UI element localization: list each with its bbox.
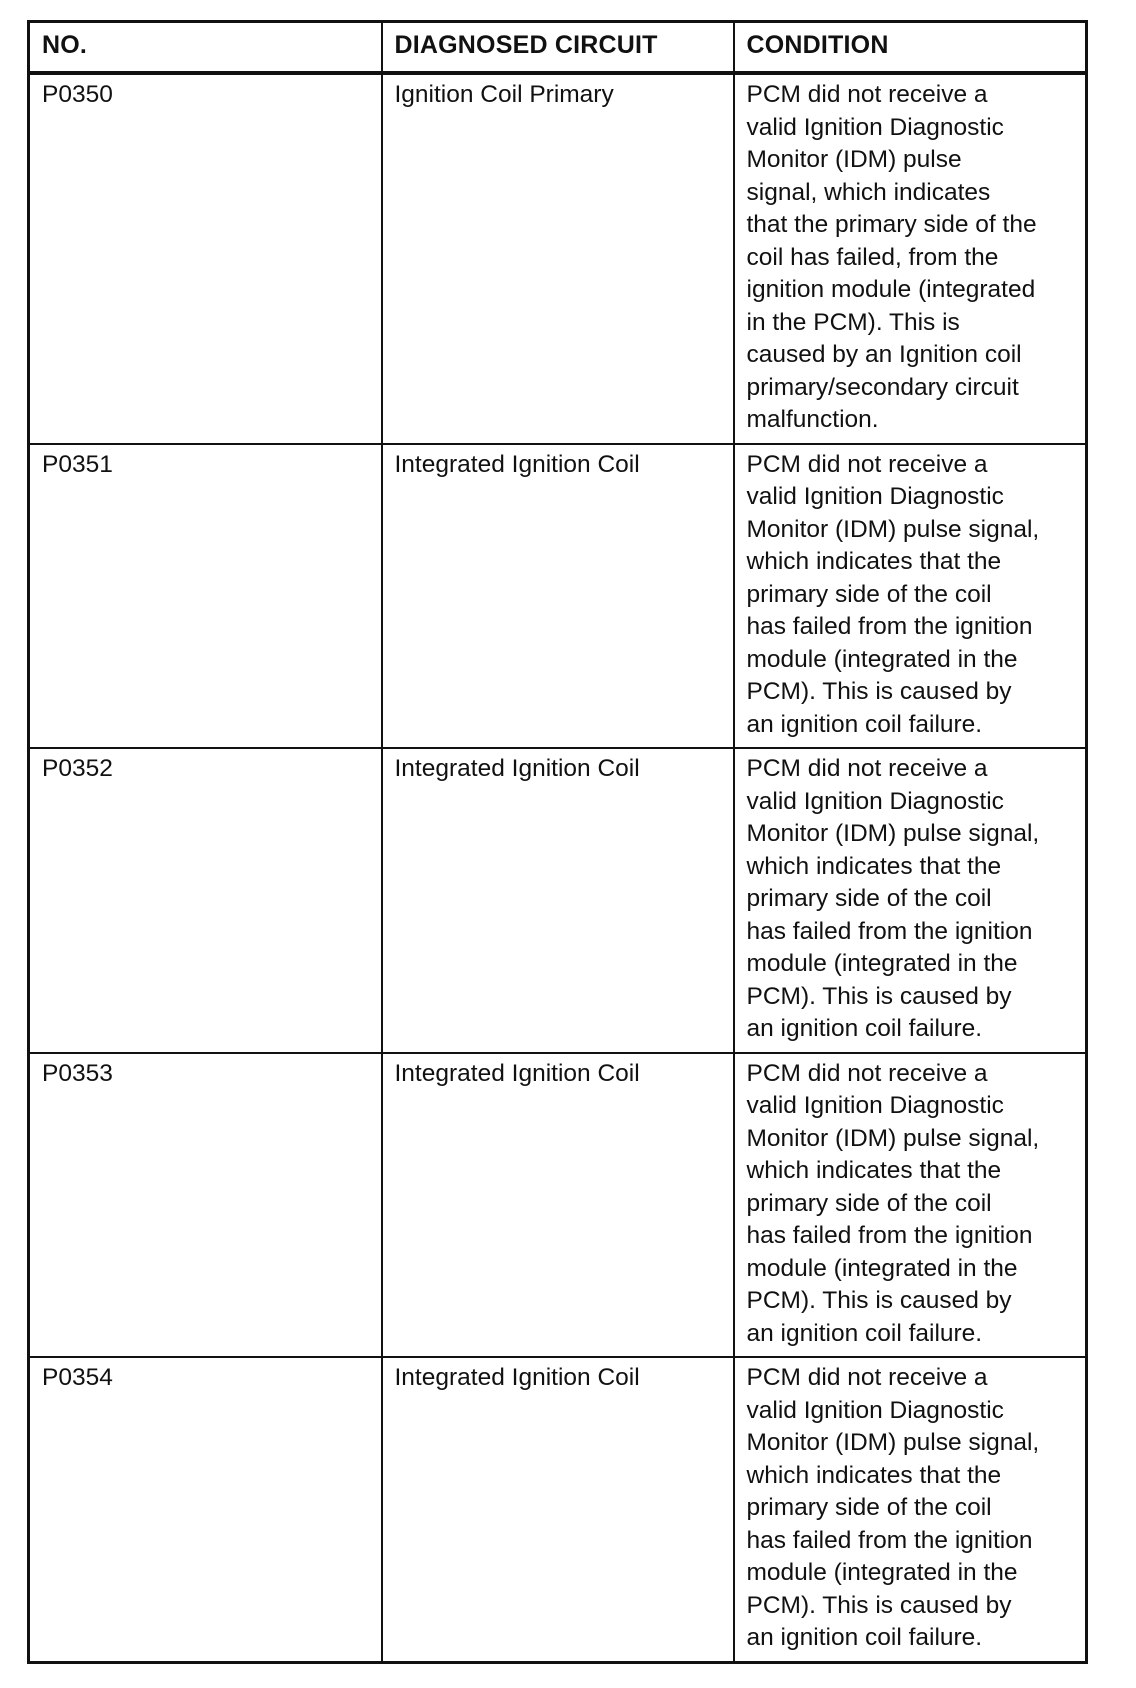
diagnosed-circuit: Integrated Ignition Coil <box>382 748 734 1053</box>
condition-cell <box>734 444 1087 749</box>
dtc-table <box>27 20 1088 1664</box>
diagnosed-circuit: Ignition Coil Primary <box>382 73 734 444</box>
condition-cell <box>734 73 1087 444</box>
condition-cell <box>734 1357 1087 1662</box>
condition-text: PCM did not receive a valid Ignition Diagnostic Monitor (IDM) pulse signal, which indicates that the primary side of the coil has failed, from the ignition module (integrated in the PCM). This is caused by an Ignition coil primary/secondary circuit malfunction. <box>746 81 1037 433</box>
table-row <box>29 1357 1087 1662</box>
dtc-code: P0352 <box>29 748 382 1053</box>
diagnosed-circuit: Integrated Ignition Coil <box>382 1053 734 1358</box>
condition-text: PCM did not receive a valid Ignition Diagnostic Monitor (IDM) pulse signal, which indicates that the primary side of the coil has failed from the ignition module (integrated in the PCM). This is caused by an ignition coil failure. <box>746 450 1040 738</box>
table-row <box>29 748 1087 1053</box>
table-row <box>29 444 1087 749</box>
header-condition: CONDITION <box>734 22 1087 74</box>
table-body <box>29 73 1087 1662</box>
table-header <box>29 22 1087 74</box>
header-row <box>29 22 1087 74</box>
diagnosed-circuit: Integrated Ignition Coil <box>382 1357 734 1662</box>
diagnosed-circuit: Integrated Ignition Coil <box>382 444 734 749</box>
condition-text: PCM did not receive a valid Ignition Diagnostic Monitor (IDM) pulse signal, which indicates that the primary side of the coil has failed from the ignition module (integrated in the PCM). This is caused by an ignition coil failure. <box>746 755 1040 1042</box>
table-row <box>29 73 1087 444</box>
header-diagnosed-circuit: DIAGNOSED CIRCUIT <box>382 22 734 74</box>
condition-cell <box>734 1053 1087 1358</box>
dtc-code: P0350 <box>29 73 382 444</box>
dtc-code: P0354 <box>29 1357 382 1662</box>
condition-text: PCM did not receive a valid Ignition Diagnostic Monitor (IDM) pulse signal, which indicates that the primary side of the coil has failed from the ignition module (integrated in the PCM). This is caused by an ignition coil failure. <box>746 1364 1040 1651</box>
dtc-code: P0351 <box>29 444 382 749</box>
condition-cell <box>734 748 1087 1053</box>
table-row <box>29 1053 1087 1358</box>
dtc-code: P0353 <box>29 1053 382 1358</box>
condition-text: PCM did not receive a valid Ignition Diagnostic Monitor (IDM) pulse signal, which indicates that the primary side of the coil has failed from the ignition module (integrated in the PCM). This is caused by an ignition coil failure. <box>746 1059 1040 1347</box>
header-no: NO. <box>29 22 382 74</box>
